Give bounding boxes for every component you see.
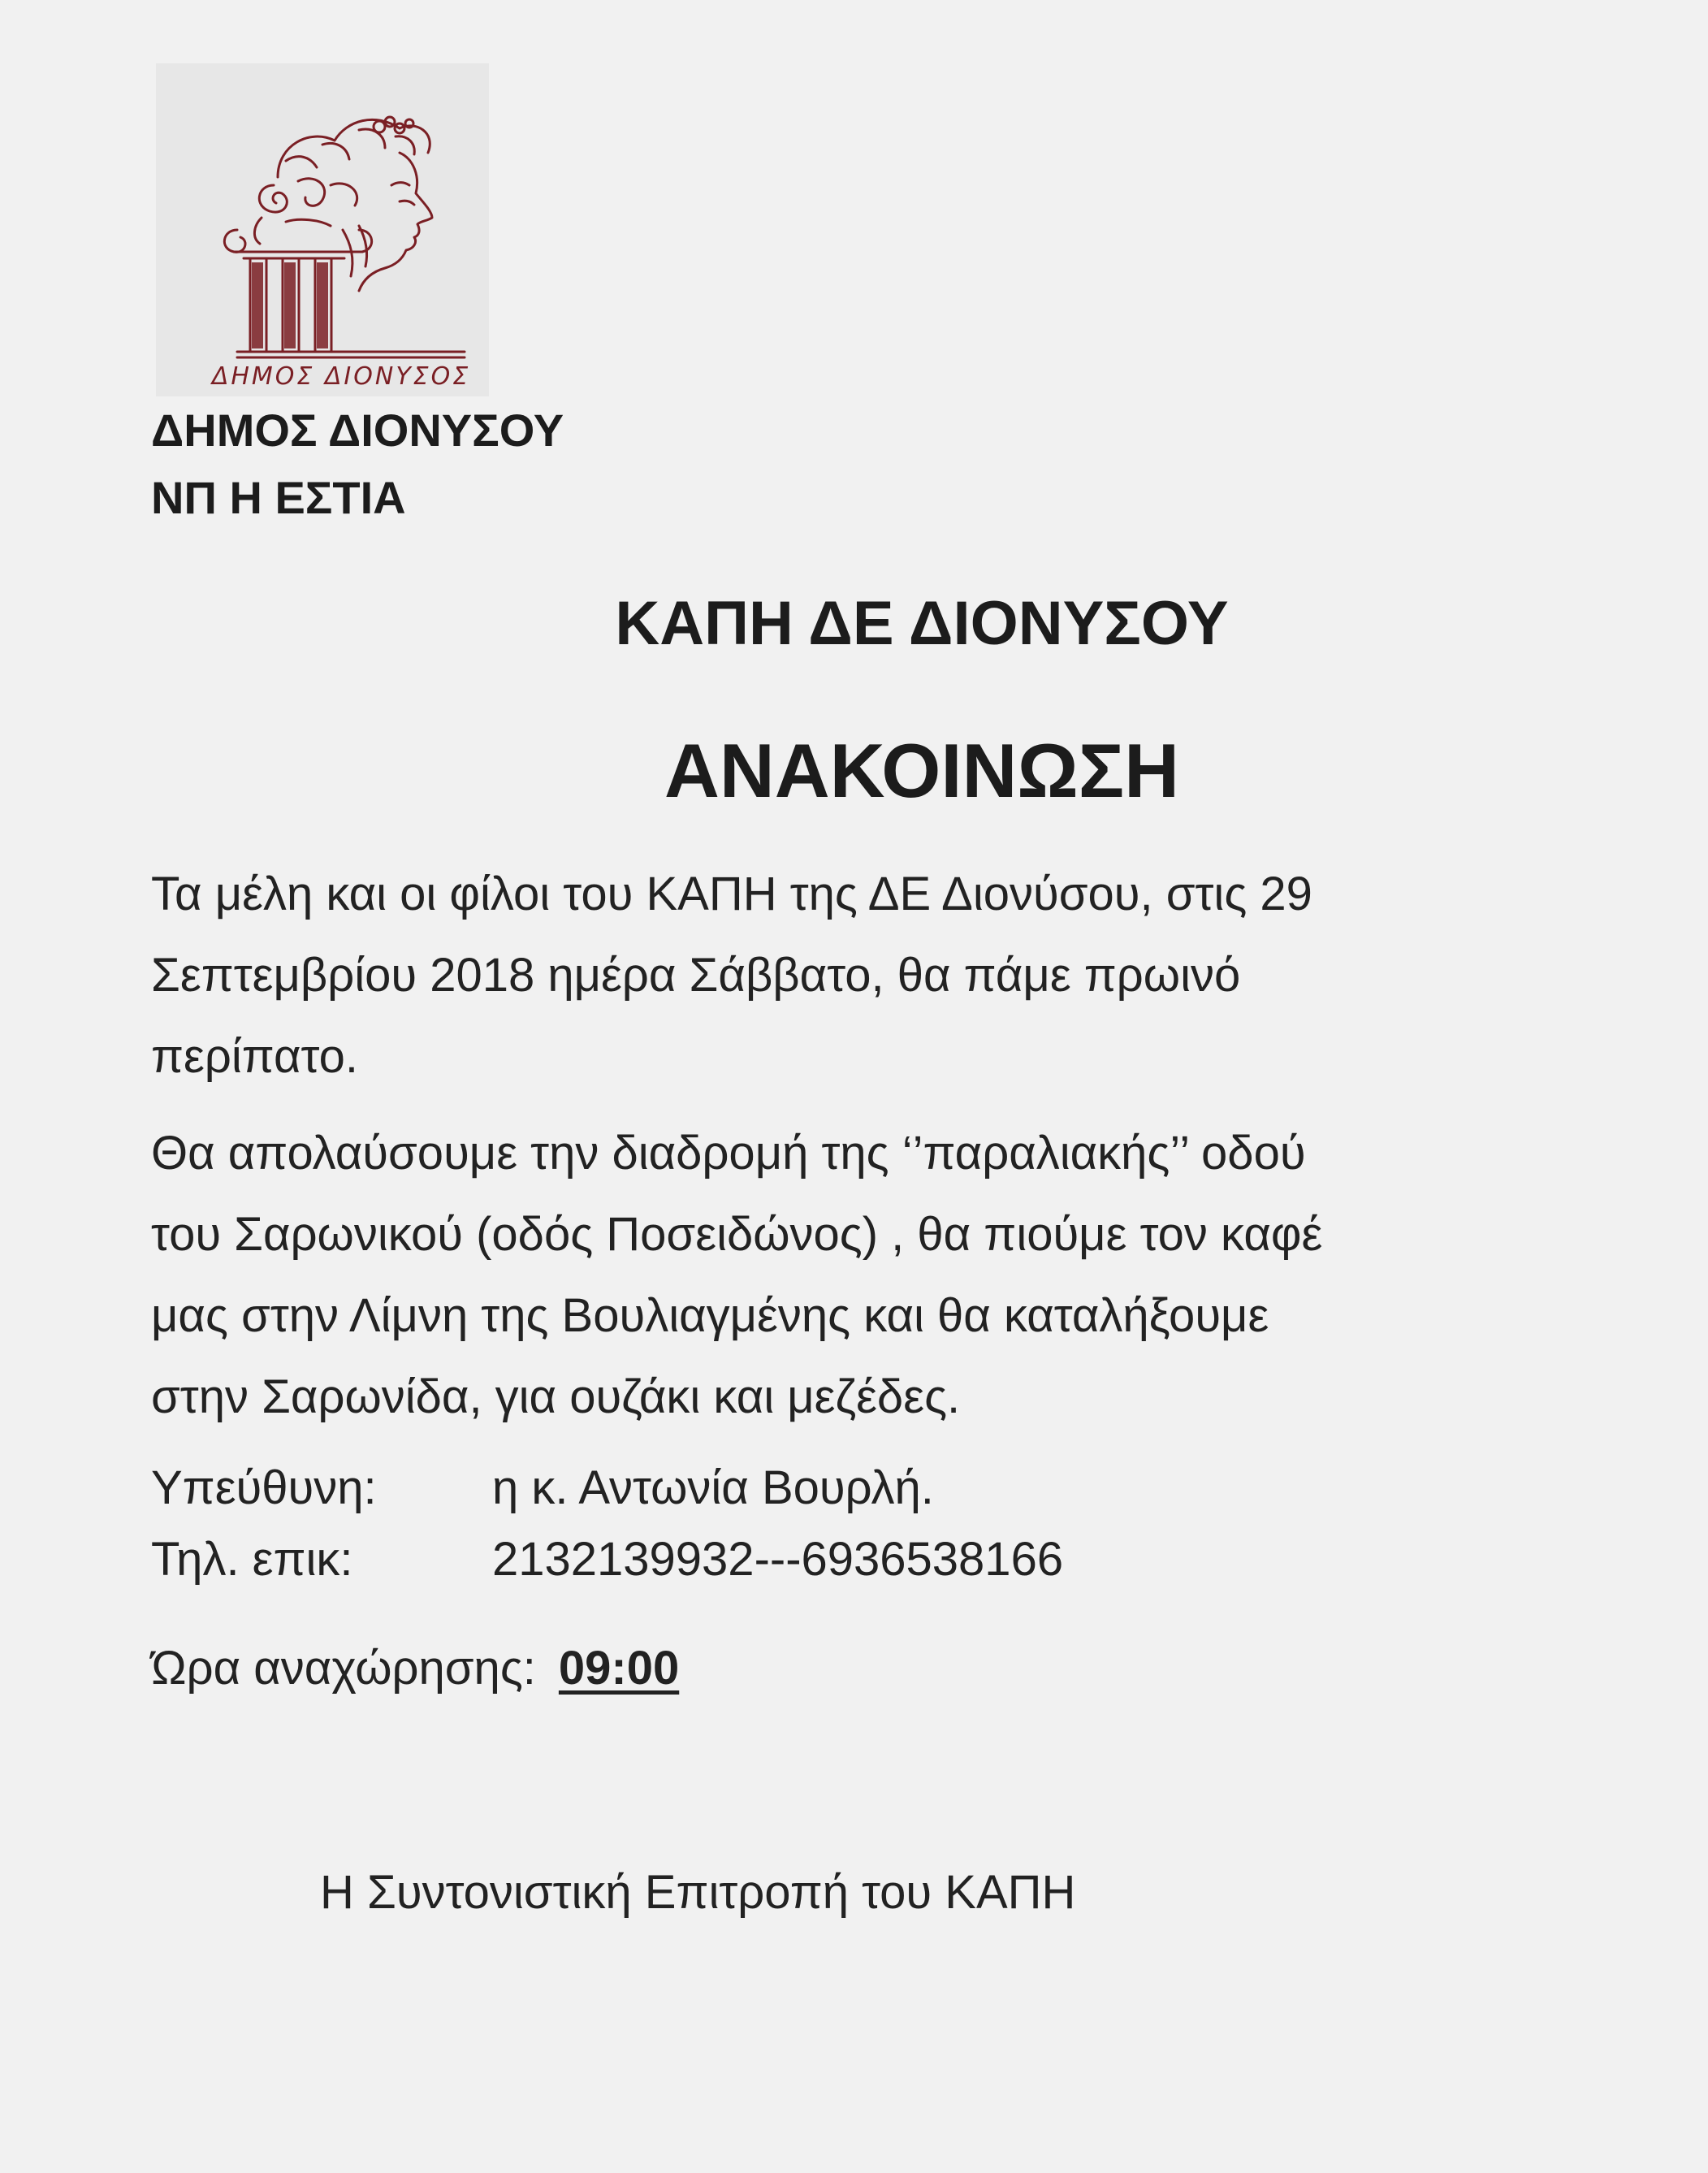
departure-time: 09:00 <box>558 1642 680 1695</box>
document-title: ΑΝΑΚΟΙΝΩΣΗ <box>664 728 1179 813</box>
paragraph-line: στην Σαρωνίδα, για ουζάκι και μεζέδες. <box>151 1370 961 1423</box>
departure-label: Ώρα αναχώρησης: <box>151 1642 536 1695</box>
paragraph-line: μας στην Λίμνη της Βουλιαγμένης και θα καταλήξουμε <box>151 1289 1269 1342</box>
paragraph-line: περίπατο. <box>151 1030 358 1083</box>
paragraph-line: του Σαρωνικού (οδός Ποσειδώνος) , θα πιούμε τον καφέ <box>151 1208 1323 1261</box>
document-subtitle: ΚΑΠΗ ΔΕ ΔΙΟΝΥΣΟΥ <box>615 589 1229 658</box>
departure-time-row <box>151 1642 680 1695</box>
organization-unit: ΝΠ Η ΕΣΤΙΑ <box>151 472 406 523</box>
paragraph-line: Σεπτεμβρίου 2018 ημέρα Σάββατο, θα πάμε πρωινό <box>151 949 1241 1002</box>
signature: Η Συντονιστική Επιτροπή του ΚΑΠΗ <box>320 1866 1076 1919</box>
organization-name: ΔΗΜΟΣ ΔΙΟΝΥΣΟΥ <box>151 405 564 456</box>
responsible-value: η κ. Αντωνία Βουρλή. <box>492 1461 934 1514</box>
municipality-logo <box>156 63 489 396</box>
announcement-paragraph-1 <box>151 854 1312 1097</box>
paragraph-line: Θα απολαύσουμε την διαδρομή της ‘’παραλιακής’’ οδού <box>151 1127 1306 1180</box>
dionysus-head-column-logo-icon <box>156 63 489 396</box>
announcement-paragraph-2 <box>151 1113 1322 1438</box>
paragraph-line: Τα μέλη και οι φίλοι του ΚΑΠΗ της ΔΕ Διονύσου, στις 29 <box>151 868 1312 920</box>
phone-value: 2132139932---6936538166 <box>492 1533 1064 1586</box>
responsible-label: Υπεύθυνη: <box>151 1461 377 1514</box>
logo-caption: ΔΗΜΟΣ ΔΙΟΝΥΣΟΣ <box>211 362 471 391</box>
phone-label: Τηλ. επικ: <box>151 1533 353 1586</box>
